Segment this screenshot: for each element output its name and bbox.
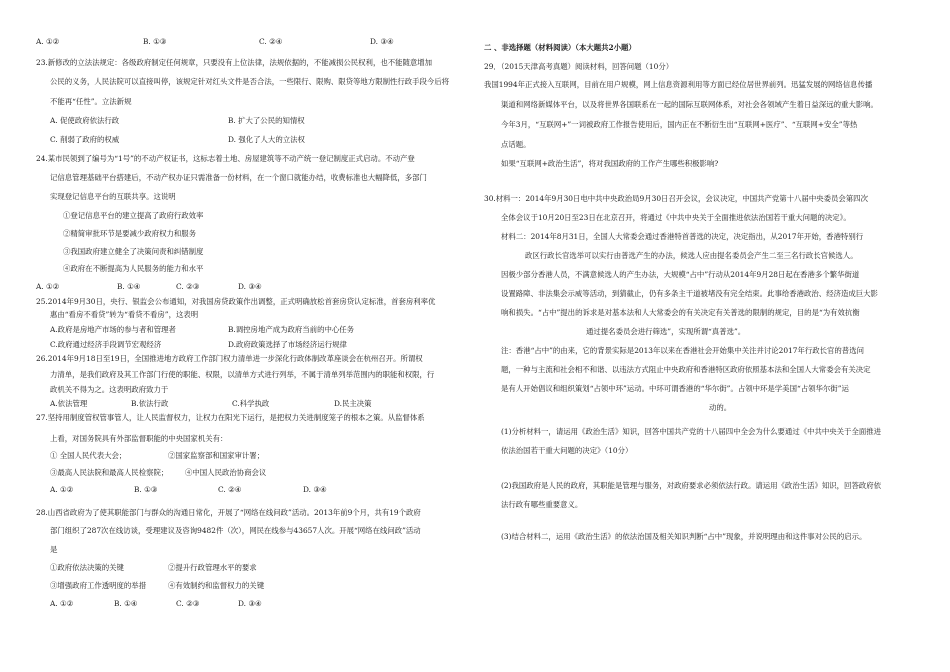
right-text-line: 设置路障、非法集会示威等活动，到猜截止，仍有多条主干道被堵没有完全结束。此事给香港政治、经济造成巨大影	[501, 289, 878, 298]
right-text-line: 依法治国若干重大问题的决定》（10分）	[501, 446, 633, 455]
left-text-line: C. ②④	[259, 37, 283, 46]
right-text-line: 通过提名委员会进行筛选”，实现所谓“真普选”。	[586, 327, 746, 336]
left-text-line: C. ②③	[176, 282, 200, 291]
right-text-line: 今年3月，“互联网+”一词被政府工作报告使用后，国内正在不断衍生出“互联网+医疗”、“互联网+安全”等热	[501, 120, 858, 129]
left-text-line: 是	[50, 545, 58, 554]
right-text-line: 二 、非选择题（材料阅读）（本大题共2小题）	[484, 43, 636, 52]
left-text-line: B. ①④	[117, 282, 141, 291]
right-text-line: 响和损失。“占中”提出的诉求是对基本法和人大常委会的有关决定有关普选的限制的规定，目的是“为有效抗衡	[501, 308, 860, 317]
left-text-line: B.调控房地产成为政府当前的中心任务	[228, 325, 355, 334]
left-text-line: C. ②③	[176, 599, 200, 608]
right-text-line: 30.材料一：2014年9月30日电中共中央政治局9月30日召开会议，会议决定，中国共产党第十八届中央委员会第四次	[484, 194, 868, 203]
right-text-line: (3)结合材料二，运用《政治生活》的依法治国及相关知识判断“占中”现象，并说明理由和这件事对公民的启示。	[501, 532, 867, 541]
left-text-line: ④中国人民政治协商会议	[185, 468, 267, 477]
left-text-line: 力清单，是我们政府及其工作部门行使的职能、权限，以清单方式进行列举，不属于清单列举范围内的职能和权限，行	[50, 370, 435, 379]
left-text-line: D. ③④	[370, 37, 394, 46]
right-text-line: 法行政有哪些重要意义。	[501, 500, 583, 509]
left-text-line: B. 扩大了公民的知情权	[228, 116, 305, 125]
right-text-line: 注：香港“占中”的由来，它的背景实际是2013年以来在香港社会开始集中关注并讨论2017年行政长官的普选问	[501, 346, 864, 355]
left-text-line: 上看，对国务院具有外部监督职能的中央国家机关有：	[50, 434, 228, 443]
left-text-line: A. ①②	[36, 282, 60, 291]
left-text-line: 部门组织了287次在线访谈，受理建议及咨询9482件（次），网民在线参与43657人次。开展“网络在线问政”活动	[50, 526, 421, 535]
left-text-line: B. ①④	[114, 599, 138, 608]
left-text-line: 24.某市民领到了编号为“1号”的不动产权证书，这标志着土地、房屋建筑等不动产统一登记制度正式启动。不动产登	[36, 154, 415, 163]
left-text-line: C.科学执政	[232, 399, 270, 408]
left-text-line: ④有效制约和监督权力的关键	[168, 581, 265, 590]
right-text-line: (1)分析材料一，请运用《政治生活》知识，回答中国共产党的十八届四中全会为什么要通过《中共中央关于全面推进	[501, 427, 882, 436]
left-text-line: B.依法行政	[131, 399, 169, 408]
left-text-line: A. ①②	[50, 599, 74, 608]
left-text-line: A.政府是房地产市场的参与者和管理者	[50, 325, 176, 334]
left-text-line: 27.坚持用制度管权管事管人，让人民监督权力，让权力在阳光下运行，是把权力关进制度笼子的根本之策。从监督体系	[36, 413, 425, 422]
left-text-line: ②国家监察部和国家审计署；	[168, 451, 265, 460]
left-text-line: 28.山西省政府为了使其职能部门与群众的沟通日常化，开展了“网络在线问政”活动。2013年前9个月，共有19个政府	[36, 508, 421, 517]
right-text-line: 渠道和网络新媒体平台，以及将世界各国联系在一起的国际互联网体系，对社会各领域产生着日益深远的重大影响。	[501, 100, 878, 109]
left-text-line: D. ③④	[238, 599, 262, 608]
left-text-line: D.政府政策选择了市场经济运行规律	[228, 340, 347, 349]
right-text-line: 我国1994年正式接入互联网，目前在用户规模，网上信息资源利用等方面已经位居世界前列。迅猛发展的网络信息传播	[484, 80, 873, 89]
left-text-line: ③增强政府工作透明度的举措	[50, 581, 147, 590]
left-text-line: D. ③④	[303, 485, 327, 494]
right-text-line: 点话题。	[501, 140, 531, 149]
right-text-line: 因极少部分香港人员，不满意候选人的产生办法，大规模“占中”行动从2014年9月28日起在香港多个繁华街道	[501, 270, 860, 279]
left-text-line: A.依法管理	[50, 399, 88, 408]
left-text-line: ① 全国人民代表大会；	[50, 451, 127, 460]
right-text-line: 政区行政长官选举可以实行由普选产生的办法，候选人应由提名委员会产生二至三名行政长官候选人。	[525, 251, 858, 260]
left-text-line: ③最高人民法院和最高人民检察院；	[50, 468, 169, 477]
left-text-line: ①政府依法决策的关键	[50, 563, 124, 572]
left-text-line: 记信息管理基础平台搭建后，不动产权办证只需准备一份材料，在一个窗口就能办结，收费标准也大幅降低，多部门	[50, 173, 427, 182]
left-text-line: B. ①③	[143, 37, 167, 46]
right-text-line: 题，一种与主流和社会相不和谐、以违法方式阻止中央政府和香港特区政府依照基本法和全国人大常委会有关决定	[501, 365, 871, 374]
right-text-line: 动的。	[709, 403, 732, 412]
left-text-line: D. ③④	[238, 282, 262, 291]
left-text-line: D.民主决策	[334, 399, 372, 408]
right-text-line: (2)我国政府是人民的政府，其职能是管理与服务，对政府要求必须依法行政。请运用《政治生活》知识，回答政府依	[501, 481, 882, 490]
left-text-line: C. ②④	[218, 485, 242, 494]
right-text-line: 如果“互联网+政治生活”，将对我国政府的工作产生哪些积极影响?	[501, 159, 719, 168]
left-text-line: C.政府通过经济手段调节宏观经济	[50, 340, 162, 349]
left-text-line: C. 削弱了政府的权威	[50, 135, 120, 144]
left-text-line: A. ①②	[36, 37, 60, 46]
left-text-line: A. 促使政府依法行政	[50, 116, 120, 125]
right-text-line: 29．（2015天津高考真题）阅读材料，回答问题（10分）	[484, 62, 674, 71]
left-text-line: 26.2014年9月18日至19日，全国推进地方政府工作部门权力清单进一步深化行政体制改革座谈会在杭州召开。所谓权	[36, 354, 423, 363]
left-text-line: 不能再“任性”。立法新规	[50, 97, 132, 106]
left-text-line: ②提升行政管理水平的要求	[168, 563, 257, 572]
left-text-line: B. ①③	[134, 485, 158, 494]
right-text-line: 全体会议于10月20日至23日在北京召开，将通过《中共中央关于全面推进依法治国若干重大问题的决定》。	[501, 213, 851, 222]
left-text-line: 公民的义务，人民法院可以直接叫停，该规定针对红头文件是否合法，一些限行、限购、限贷等地方限制性行政手段今后将	[50, 77, 450, 86]
left-text-line: ②精简审批环节是要减少政府权力和服务	[63, 229, 197, 238]
left-text-line: 25.2014年9月30日，央行、银监会公布通知，对我国房贷政策作出调整，正式明确放松首套房贷认定标准，首套房利率优	[36, 297, 436, 306]
left-text-line: A. ①②	[50, 485, 74, 494]
left-text-line: ①登记信息平台的建立提高了政府行政效率	[63, 211, 204, 220]
left-text-line: D. 强化了人大的立法权	[228, 135, 305, 144]
left-text-line: 惠由“看房不看贷”转为“看贷不看房”，这表明	[50, 310, 199, 319]
left-text-line: 实现登记信息平台的互联共享。这说明	[50, 192, 176, 201]
right-text-line: 材料二：2014年8月31日，全国人大常委会通过香港特首普选的决定，决定指出，从2017年开始，香港特别行	[501, 232, 864, 241]
left-text-line: ③我国政府建立健全了决策问责和纠错制度	[63, 247, 204, 256]
right-text-line: 是有人开始倡议和组织策划“占领中环”运动。中环可谓香港的“华尔街”。占领中环是学美国“占领华尔街”运	[501, 384, 849, 393]
left-text-line: 23.新修改的立法法规定：各级政府制定任何规章，只要没有上位法律，法规依据的，不能减损公民权利，也不能随意增加	[36, 58, 433, 67]
left-text-line: ④政府在不断提高为人民服务的能力和水平	[63, 264, 204, 273]
left-text-line: 政机关不得为之。这表明政府致力于	[50, 385, 169, 394]
